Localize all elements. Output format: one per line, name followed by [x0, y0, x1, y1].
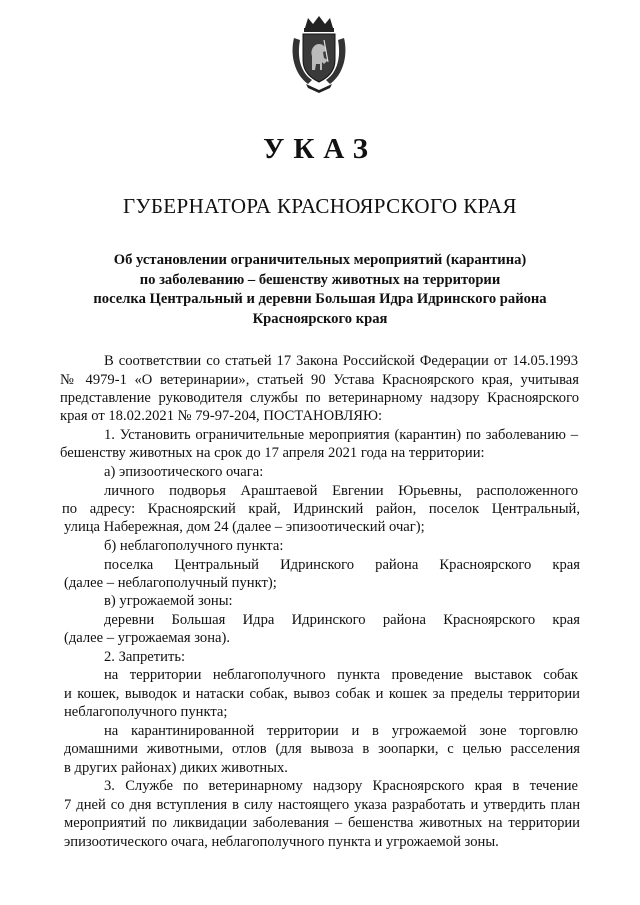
body-line: на территории неблагополучного пункта проведение выставок собак	[104, 667, 578, 683]
body-line: б) неблагополучного пункта:	[104, 538, 284, 554]
coat-of-arms-emblem	[288, 14, 350, 94]
body-line: представление руководителя службы по ветеринарному надзору Красноярского	[60, 390, 579, 406]
document-heading	[60, 251, 580, 329]
body-line: 3. Службе по ветеринарному надзору Красноярского края в течение	[104, 778, 578, 794]
body-line: личного подворья Араштаевой Евгении Юрьевны, расположенного	[104, 483, 578, 499]
body-line: 1. Установить ограничительные мероприятия (карантин) по заболеванию –	[104, 427, 578, 443]
body-line: а) эпизоотического очага:	[104, 464, 264, 480]
document-issuer: ГУБЕРНАТОРА КРАСНОЯРСКОГО КРАЯ	[123, 194, 517, 218]
body-line: (далее – угрожаемая зона).	[64, 630, 231, 646]
body-line: 7 дней со дня вступления в силу настоящего указа разработать и утвердить план	[64, 797, 580, 813]
body-line: на карантинированной территории и в угрожаемой зоне торговлю	[104, 723, 578, 739]
body-line: поселка Центральный Идринского района Красноярского края	[104, 557, 580, 573]
body-line: бешенству животных на срок до 17 апреля 2021 года на территории:	[60, 445, 485, 461]
body-line: деревни Большая Идра Идринского района Красноярского края	[104, 612, 580, 628]
body-line: (далее – неблагополучный пункт);	[64, 575, 277, 591]
body-line: улица Набережная, дом 24 (далее – эпизоотический очаг);	[64, 519, 425, 535]
body-line: эпизоотического очага, неблагополучного пункта и угрожаемой зоны.	[64, 834, 499, 850]
heading-line: поселка Центральный и деревни Большая Идра Идринского района	[93, 291, 547, 307]
body-line: 2. Запретить:	[104, 649, 186, 665]
body-line: в) угрожаемой зоны:	[104, 593, 233, 609]
heading-line: Об установлении ограничительных мероприятий (карантина)	[113, 252, 527, 268]
body-line: неблагополучного пункта;	[64, 704, 228, 720]
heading-line: по заболеванию – бешенству животных на территории	[139, 271, 501, 288]
body-line: по адресу: Красноярский край, Идринский район, поселок Центральный,	[62, 501, 580, 517]
body-line: мероприятий по ликвидации заболевания – бешенства животных на территории	[64, 815, 580, 831]
heading-line: Красноярского края	[252, 310, 388, 327]
document-title: УКАЗ	[263, 133, 377, 165]
body-line: края от 18.02.2021 № 79-97-204, ПОСТАНОВЛЯЮ:	[60, 408, 383, 424]
body-line: В соответствии со статьей 17 Закона Российской Федерации от 14.05.1993	[104, 353, 578, 369]
body-line: и кошек, выводок и натаски собак, вывоз собак и кошек за пределы территории	[64, 686, 580, 702]
body-line: в других районах) диких животных.	[64, 760, 288, 776]
body-line: домашними животными, отлов (для вывоза в зоопарки, с целью расселения	[64, 741, 580, 757]
body-line: № 4979-1 «О ветеринарии», статьей 90 Устава Красноярского края, учитывая	[60, 372, 579, 388]
